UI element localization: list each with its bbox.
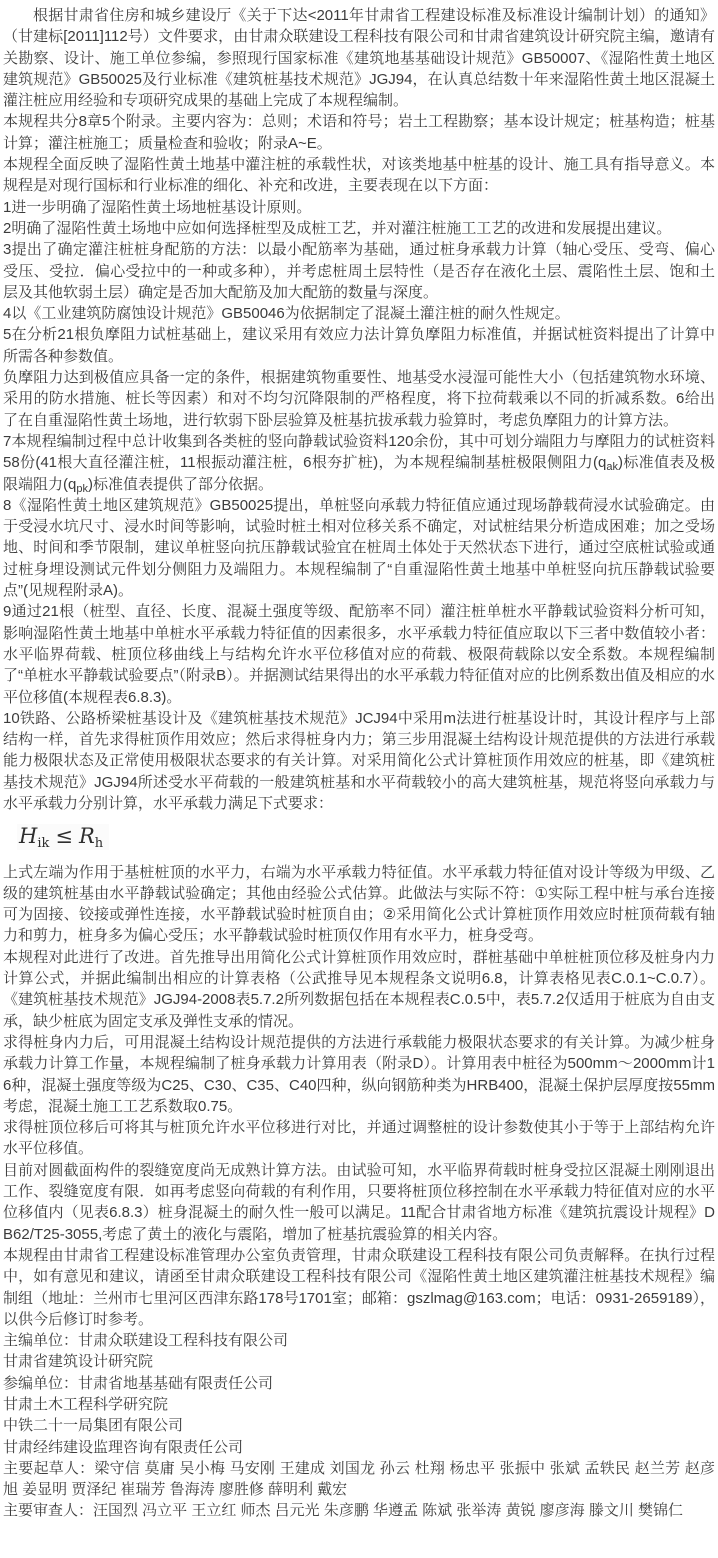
main-drafters-line: 主要起草人：梁守信 莫庸 吴小梅 马安刚 王建成 刘国龙 孙云 杜翔 杨忠平 张振中 张斌 孟轶民 赵兰芳 赵彦旭 姜显明 贾泽纪 崔瑞芳 鲁海涛 廖胜修 薛明利 戴宏 xyxy=(3,1459,715,1499)
less-equal-operator: ≤ xyxy=(55,824,73,849)
participating-unit-line-4: 甘肃经纬建设监理咨询有限责任公司 xyxy=(3,1438,244,1456)
paragraph-improvement: 本规程对此进行了改进。首先推导出用简化公式计算桩顶作用效应时，群桩基础中单桩桩顶位移及桩身内力计算公式，并据此编制出相应的计算表格（公武推导见本规程条文说明6.8，计算表格见表C.0.1~C.0.7）。《建筑桩基技术规范》JGJ94-2008表5.7.2所列数据包括在本规程表C.0.5中，表5.7.2仅适用于桩底为自由支承，缺少桩底为固定支承及弹性支承的情况。 xyxy=(3,948,715,1030)
participating-unit-line-3: 中铁二十一局集团有限公司 xyxy=(3,1417,184,1435)
participating-unit-line-2: 甘肃土木工程科学研究院 xyxy=(3,1396,169,1413)
chief-editor-unit-line-1: 主编单位：甘肃众联建设工程科技有限公司 xyxy=(3,1332,289,1350)
item-7-text-2: )标准值表及极限端阻力(q xyxy=(3,454,715,493)
paragraph-negative-friction: 负摩阻力达到极值应具备一定的条件，根据建筑物重要性、地基受水浸湿可能性大小（包括建筑物水环境、采用的防水措施、桩长等因素）和对不均匀沉降限制的严格程度，将下拉荷载乘以不同的折减系数。6给出了在自重湿陷性黄土场地，进行软弱下卧层验算及桩基抗拔承载力验算时，考虑负摩阻力的计算方法。 xyxy=(3,369,715,429)
formula-lhs-subscript: ik xyxy=(37,836,50,852)
paragraph-item-9: 9通过21根（桩型、直径、长度、混凝土强度等级、配筋率不同）灌注桩单桩水平静载试验资料分析可知，影响湿陷性黄土地基中单桩水平承载力特征值的因素很多，水平承载力特征值应取以下三者中数值较小者：水平临界荷载、桩顶位移曲线上与结构允许水平位移值对应的荷载、极限荷载除以安全系数。本规程编制了“单桩水平静载试验要点”（附录B）。并据测试结果得出的水平承载力特征值对应的比例系数出值及相应的水平位移值(本规程表6.8.3)。 xyxy=(3,603,715,706)
paragraph-contents-overview: 本规程共分8章5个附录。主要内容为：总则；术语和符号；岩土工程勘察；基本设计规定；桩基构造；桩基计算；灌注桩施工；质量检查和验收；附录A~E。 xyxy=(3,113,715,152)
paragraph-significance: 本规程全面反映了湿陷性黄土地基中灌注桩的承载性状，对该类地基中桩基的设计、施工具有指导意义。本规程是对现行国标和行业标准的细化、补充和改进，主要表现在以下方面： xyxy=(3,156,715,195)
paragraph-item-1: 1进一步明确了湿陷性黄土场地桩基设计原则。 xyxy=(3,198,312,216)
paragraph-administration: 本规程由甘肃省工程建设标准管理办公室负责管理，甘肃众联建设工程科技有限公司负责解释。在执行过程中，如有意见和建议，请函至甘肃众联建设工程科技有限公司《湿陷性黄土地区建筑灌注桩基技术规程》编制组（地址：兰州市七里河区西津东路178号1701室；邮箱：gszlmag@163.com；电话：0931-2659189），以供今后修订时参考。 xyxy=(3,1246,715,1328)
paragraph-displacement-compare: 求得桩顶位移后可将其与桩顶允许水平位移进行对比，并通过调整桩的设计参数使其小于等于上部结构允许水平位移值。 xyxy=(3,1119,715,1158)
formula-rhs-variable: R xyxy=(78,824,95,849)
chief-editor-unit-line-2: 甘肃省建筑设计研究院 xyxy=(3,1353,154,1371)
formula-rhs-subscript: h xyxy=(94,836,104,852)
q-ak-subscript: ak xyxy=(606,461,619,474)
item-7-text-3: )标准值表提供了部分依据。 xyxy=(87,475,273,493)
formula-lhs-variable: H xyxy=(19,824,38,849)
participating-unit-line-1: 参编单位：甘肃省地基基础有限责任公司 xyxy=(3,1374,274,1392)
main-reviewers-line: 主要审查人：汪国烈 冯立平 王立红 师杰 吕元光 朱彦鹏 华遵孟 陈斌 张举涛 黄锐 廖彦海 滕文川 樊锦仁 xyxy=(3,1502,684,1520)
formula-hik-le-rh xyxy=(17,824,109,852)
paragraph-intro: 根据甘肃省住房和城乡建设厅《关于下达<2011年甘肃省工程建设标准及标准设计编制计划）的通知》（甘建标[2011]112号）文件要求，由甘肃众联建设工程科技有限公司和甘肃省建筑设计研究院主编，邀请有关勘察、设计、施工单位参编，参照现行国家标准《建筑地基基础设计规范》GB50007、《湿陷性黄土地区建筑规范》GB50025及行业标准《建筑桩基技术规范》JGJ94，在认真总结数十年来湿陷性黄土地区混凝土灌注桩应用经验和专项研究成果的基础上完成了本规程编制。 xyxy=(3,7,715,110)
paragraph-item-4: 4以《工业建筑防腐蚀设计规范》GB50046为依据制定了混凝土灌注桩的耐久性规定。 xyxy=(3,305,570,323)
paragraph-item-7 xyxy=(3,431,715,495)
paragraph-item-10: 10铁路、公路桥梁桩基设计及《建筑桩基技术规范》JCJ94中采用m法进行桩基设计时，其设计程序与上部结构一样，首先求得桩顶作用效应；然后求得桩身内力；第三步用混凝土结构设计规范提供的方法进行承载能力极限状态及正常使用极限状态要求的有关计算。对采用简化公式计算桩顶作用效应的桩基，即《建筑桩基技术规范》JGJ94所述受水平荷载的一般建筑桩基和水平荷载较小的高大建筑桩基，规范将竖向承载力与水平承载力分别计算，水平承载力满足下式要求： xyxy=(3,709,715,812)
paragraph-item-3: 3提出了确定灌注桩桩身配筋的方法：以最小配筋率为基础，通过桩身承载力计算（轴心受压、受弯、偏心受压、受拉．偏心受拉中的一种或多种），并考虑桩周土层特性（是否存在液化土层、震陷性土层、饱和土层及其他软弱土层）确定是否加大配筋及加大配筋的数量与深度。 xyxy=(3,241,715,301)
paragraph-pile-body-calc: 求得桩身内力后，可用混凝土结构设计规范提供的方法进行承载能力极限状态要求的有关计算。为减少桩身承载力计算工作量，本规程编制了桩身承载力计算用表（附录D）。计算用表中桩径为500mm～2000mm计16种，混凝土强度等级为C25、C30、C35、C40四种，纵向钢筋种类为HRB400，混凝土保护层厚度按55mm考虑，混凝土施工工艺系数取0.75。 xyxy=(3,1033,715,1115)
item-7-text-1: 7本规程编制过程中总计收集到各类桩的竖向静载试验资料120余份，其中可划分端阻力与摩阻力的试桩资料58份(41根大直径灌注桩，11根振动灌注桩，6根夯扩桩)，为本规程编制基桩极限侧阻力(q xyxy=(3,432,715,472)
paragraph-item-8: 8《湿陷性黄土地区建筑规范》GB50025提出，单桩竖向承载力特征值应通过现场静载荷浸水试验确定。由于受浸水坑尺寸、浸水时间等影响，试验时桩土相对位移关系不确定，对试桩结果分析造成困难；加之受场地、时间和季节限制，建议单桩竖向抗压静载试验宜在桩周土体处于天然状态下进行，通过空底桩试验或通过桩身埋设测试元件划分侧阻力及端阻力。本规程编制了“自重湿陷性黄土地基中单桩竖向抗压静载试验要点”(见规程附录A)。 xyxy=(3,496,715,600)
paragraph-item-5: 5在分析21根负摩阻力试桩基础上，建议采用有效应力法计算负摩阻力标准值，并据试桩资料提出了计算中所需各种参数值。 xyxy=(3,326,715,365)
paragraph-crack-width: 目前对圆截面构件的裂缝宽度尚无成熟计算方法。由试验可知，水平临界荷载时桩身受拉区混凝土刚刚退出工作、裂缝宽度有限．如再考虑竖向荷载的有利作用，只要将桩顶位移控制在水平承载力特征值对应的水平位移值内（见表6.8.3）桩身混凝土的耐久性一般可以满足。11配合甘肃省地方标准《建筑抗震设计规程》DB62/T25-3055,考虑了黄土的液化与震陷，增加了桩基抗震验算的相关内容。 xyxy=(3,1161,715,1243)
paragraph-item-2: 2明确了湿陷性黄土场地中应如何选择桩型及成桩工艺，并对灌注桩施工工艺的改进和发展提出建议。 xyxy=(3,219,672,237)
q-pk-subscript: pk xyxy=(76,482,88,495)
paragraph-formula-explanation: 上式左端为作用于基桩桩顶的水平力，右端为水平承载力特征值。水平承载力特征值对设计等级为甲级、乙级的建筑桩基由水平静载试验确定；其他由经验公式估算。此做法与实际不符：①实际工程中桩与承台连接可为固接、铰接或弹性连接，水平静载试验时桩顶自由；②采用简化公式计算桩顶作用效应时桩顶荷载有轴力和剪力，桩身多为偏心受压；水平静载试验时桩顶仅作用有水平力，桩身受弯。 xyxy=(3,863,715,945)
